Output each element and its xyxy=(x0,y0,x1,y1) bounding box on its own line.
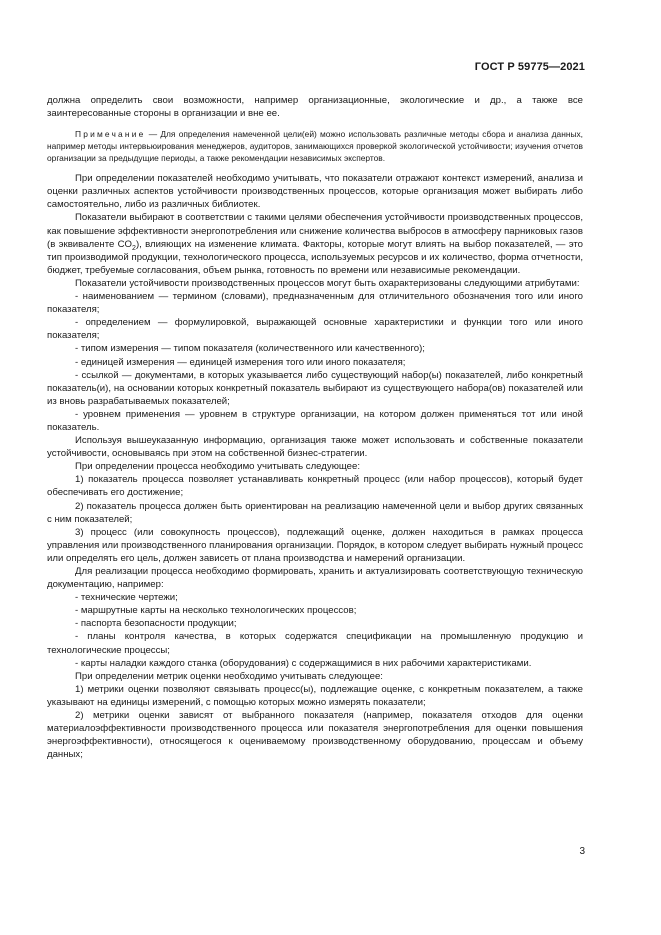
paragraph: При определении процесса необходимо учитывать следующее: xyxy=(75,461,361,473)
paragraph: Для реализации процесса необходимо формировать, хранить и актуализировать соответствующую техническую документацию, например: xyxy=(47,566,583,591)
standard-header: ГОСТ Р 59775—2021 xyxy=(474,61,585,73)
list-item: - маршрутные карты на несколько технологических процессов; xyxy=(75,605,357,617)
paragraph: При определении показателей необходимо учитывать, что показатели отражают контекст измерений, анализа и оценки различных аспектов устойчивости производственных процессов, которые организация может выбирать либо самостоятельно, либо из различных библиотек. xyxy=(47,173,583,211)
list-item: - определением — формулировкой, выражающей основные характеристики и функции того или иного показателя; xyxy=(47,317,583,342)
list-item: - единицей измерения — единицей измерения того или иного показателя; xyxy=(75,356,406,368)
list-item: - наименованием — термином (словами), предназначенным для отличительного обозначения того или иного показателя; xyxy=(47,291,583,316)
list-item: - ссылкой — документами, в которых указывается либо существующий набор(ы) показателей, либо конкретный показатель(и), на основании которых конкретный показатель выбирают из существующего набора(ов) показателей или из вновь разрабатываемых показателей; xyxy=(47,369,583,407)
list-item: 2) метрики оценки зависят от выбранного показателя (например, показателя отходов для оценки материалоэффективности производственного процесса или показателя энергопотребления для оценки повышения энергоэффективности), относящегося к оцениваемому производственному оборудованию, процессам и объему данных; xyxy=(47,710,583,761)
list-item: - планы контроля качества, в которых содержатся спецификации на промышленную продукцию и технологические процессы; xyxy=(47,631,583,656)
paragraph-continuation: должна определить свои возможности, например организационные, экологические и др., а также все заинтересованные стороны в организации и вне ее. xyxy=(47,95,583,120)
subscript: 2 xyxy=(132,244,136,252)
note-text: — Для определения намеченной цели(ей) можно использовать различные методы сбора и анализа данных, например методы интервьюирования менеджеров, аудиторов, занимающихся проверкой экологической устойчивости; изучения отчетов организации за предыдущие периоды, а также рекомендации независимых экспертов. xyxy=(47,129,583,164)
paragraph: При определении метрик оценки необходимо учитывать следующее: xyxy=(75,670,383,682)
document-body xyxy=(47,94,583,761)
list-item: 1) метрики оценки позволяют связывать процесс(ы), подлежащие оценке, с конкретным показателем, а также указывают на единицы измерений, с помощью которых можно измерять показатели; xyxy=(47,683,583,708)
paragraph-with-subscript xyxy=(47,211,583,276)
list-item: 1) показатель процесса позволяет устанавливать конкретный процесс (или набор процессов), который будет обеспечивать его достижение; xyxy=(47,474,583,499)
list-item: - технические чертежи; xyxy=(75,592,178,604)
note-block xyxy=(47,128,583,164)
page-number: 3 xyxy=(579,846,585,857)
list-item: - карты наладки каждого станка (оборудования) с содержащимися в них рабочими характеристиками. xyxy=(75,657,532,669)
list-item: 3) процесс (или совокупность процессов), подлежащий оценке, должен находиться в рамках процесса управления или производственного планирования организации. Порядок, в котором следует выбирать нужный процесс или определять его цель, должен зависеть от плана производства и намерений организации. xyxy=(47,526,583,564)
paragraph: Используя вышеуказанную информацию, организация также может использовать и собственные показатели устойчивости, основываясь при этом на собственной бизнес-стратегии. xyxy=(47,435,583,460)
paragraph-part: ), влияющих на изменение климата. Факторы, которые могут влиять на выбор показателей, — это тип производимой продукции, технологического процесса, используемых ресурсов и их количество, форма отчетности, бюджет, требуемые согласования, объем рынка, готовность по времени или независимые рекомендации. xyxy=(47,238,583,276)
paragraph-part: Показатели выбирают в соответствии с такими целями обеспечения устойчивости производственных процессов, как повышение эффективности энергопотребления или снижение количества выбросов в атмосферу парниковых газов (в эквиваленте CO xyxy=(47,212,583,250)
list-item: 2) показатель процесса должен быть ориентирован на реализацию намеченной цели и выбор других связанных с ним показателей; xyxy=(47,500,583,525)
list-item: - паспорта безопасности продукции; xyxy=(75,618,237,630)
paragraph: Показатели устойчивости производственных процессов могут быть охарактеризованы следующими атрибутами: xyxy=(75,277,580,289)
list-item: - уровнем применения — уровнем в структуре организации, на котором должен применяться тот или иной показатель. xyxy=(47,408,583,433)
note-label: Примечание xyxy=(75,129,146,140)
list-item: - типом измерения — типом показателя (количественного или качественного); xyxy=(75,343,425,355)
